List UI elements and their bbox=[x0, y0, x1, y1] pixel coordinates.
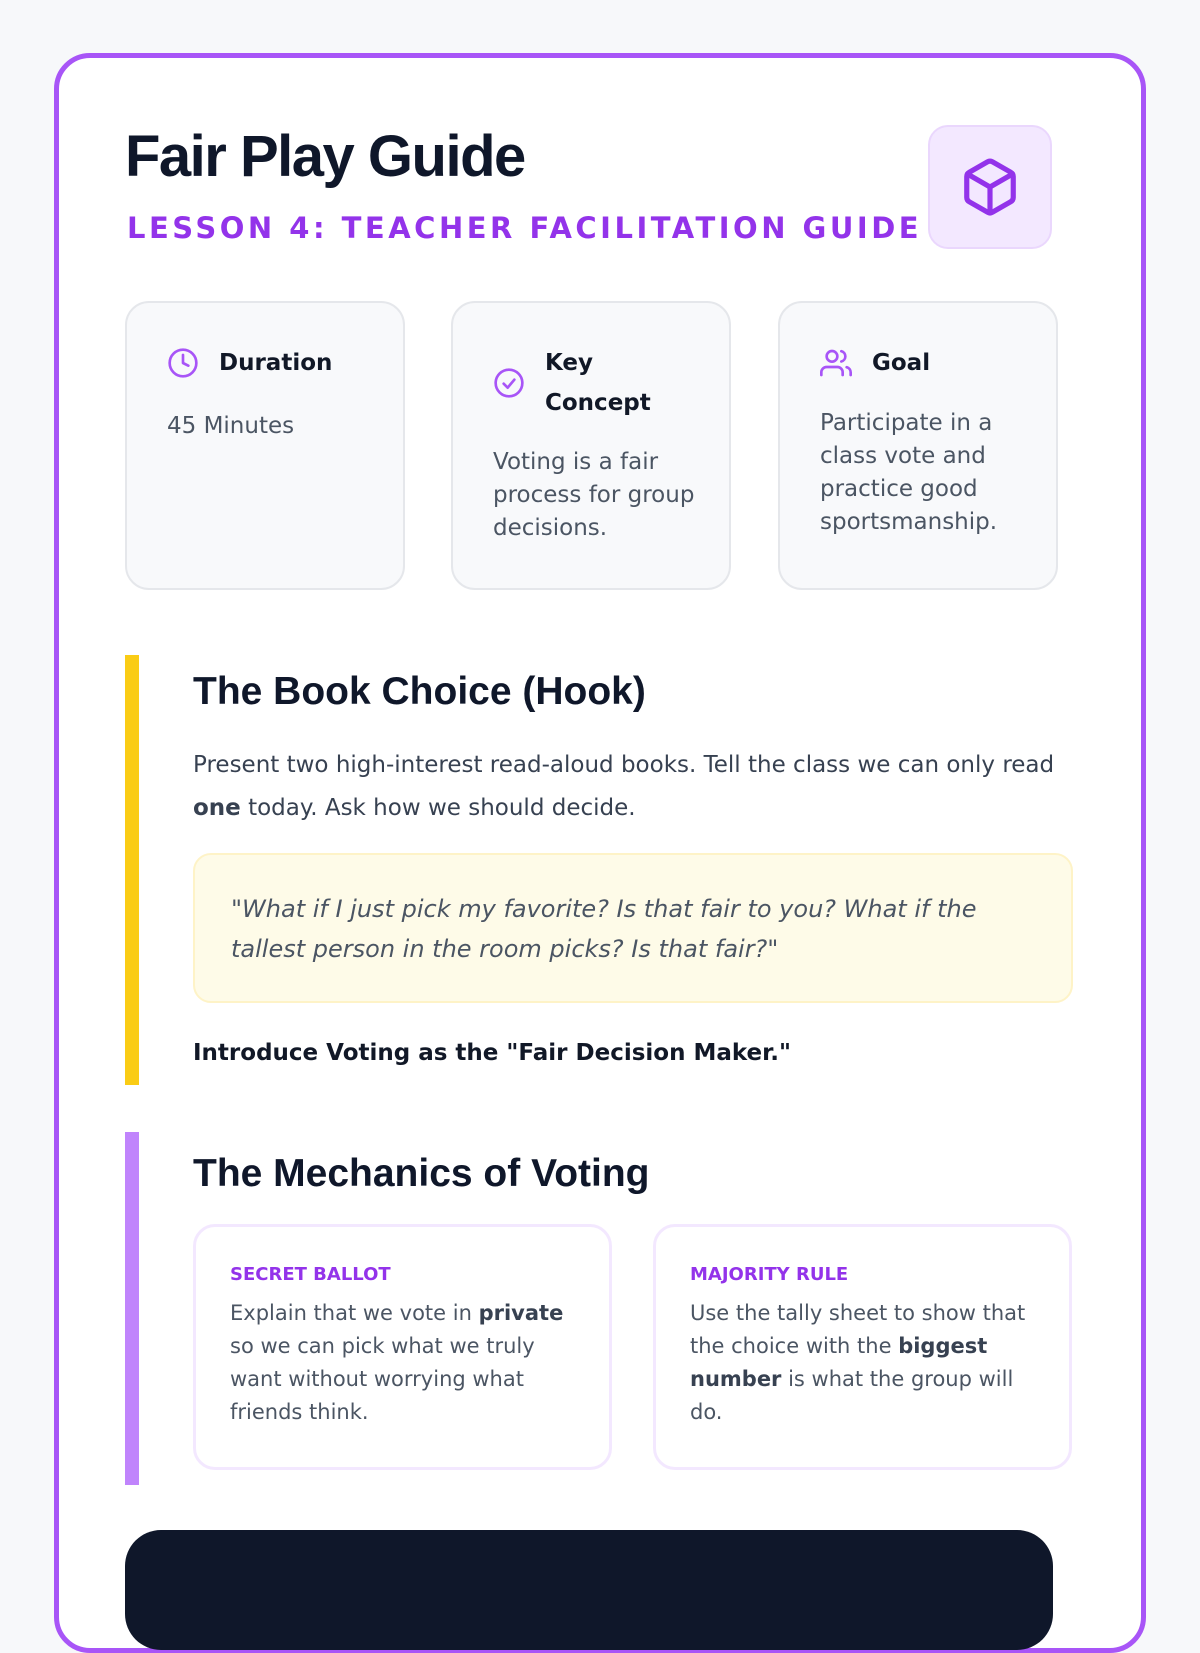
info-card-label: Goal bbox=[872, 350, 931, 376]
logo-badge bbox=[928, 125, 1052, 249]
mechanics-card-majority-rule bbox=[653, 1224, 1072, 1470]
hook-heading: The Book Choice (Hook) bbox=[193, 670, 646, 713]
info-card-label: Duration bbox=[219, 350, 333, 376]
mechanics-card-secret-ballot bbox=[193, 1224, 612, 1470]
mechanics-card-text bbox=[230, 1297, 585, 1429]
info-card-label: Key Concept bbox=[545, 350, 651, 416]
info-card-header bbox=[820, 343, 930, 383]
hook-paragraph-emphasis: one bbox=[193, 795, 241, 821]
mechanics-card-text bbox=[690, 1297, 1045, 1429]
mechanics-card-label: MAJORITY RULE bbox=[690, 1264, 849, 1285]
mechanics-section-bar bbox=[125, 1132, 139, 1485]
mechanics-card-emphasis: private bbox=[478, 1301, 564, 1325]
hook-paragraph-text: today. Ask how we should decide. bbox=[240, 795, 636, 821]
info-card-duration bbox=[125, 301, 405, 590]
hook-quote: "What if I just pick my favorite? Is that fair to you? What if the tallest person in the room picks? Is that fair?" bbox=[193, 853, 1073, 1003]
mechanics-card-label: SECRET BALLOT bbox=[230, 1264, 391, 1285]
page-subtitle: LESSON 4: TEACHER FACILITATION GUIDE bbox=[127, 211, 923, 245]
page-title: Fair Play Guide bbox=[125, 124, 525, 189]
guide-card bbox=[54, 53, 1146, 1653]
users-icon bbox=[820, 347, 852, 379]
footer-banner bbox=[125, 1530, 1053, 1650]
hook-callout: Introduce Voting as the "Fair Decision Maker." bbox=[193, 1040, 791, 1066]
mechanics-card-emphasis: biggest number bbox=[690, 1334, 988, 1391]
info-card-text: Participate in a class vote and practice good sportsmanship. bbox=[820, 410, 998, 535]
info-card-text: Voting is a fair process for group decisions. bbox=[493, 449, 695, 541]
info-card-key-concept bbox=[451, 301, 731, 590]
mechanics-card-text-part: is what the group will do. bbox=[690, 1367, 1014, 1424]
clock-icon bbox=[167, 347, 199, 379]
info-card-text: 45 Minutes bbox=[167, 413, 295, 439]
mechanics-heading: The Mechanics of Voting bbox=[193, 1152, 650, 1195]
hook-paragraph bbox=[193, 744, 1073, 830]
hook-paragraph-text: Present two high-interest read-aloud books. Tell the class we can only read bbox=[193, 752, 1055, 778]
info-card-header bbox=[167, 343, 332, 383]
check-circle-icon bbox=[493, 367, 525, 399]
mechanics-card-text-part: Explain that we vote in bbox=[230, 1301, 479, 1325]
mechanics-card-text-part: so we can pick what we truly want without worrying what friends think. bbox=[230, 1334, 535, 1424]
info-card-header bbox=[493, 343, 665, 423]
cube-icon bbox=[959, 156, 1021, 218]
mechanics-card-text-part: Use the tally sheet to show that the choice with the bbox=[690, 1301, 1026, 1358]
hook-section-bar bbox=[125, 655, 139, 1085]
info-card-goal bbox=[778, 301, 1058, 590]
